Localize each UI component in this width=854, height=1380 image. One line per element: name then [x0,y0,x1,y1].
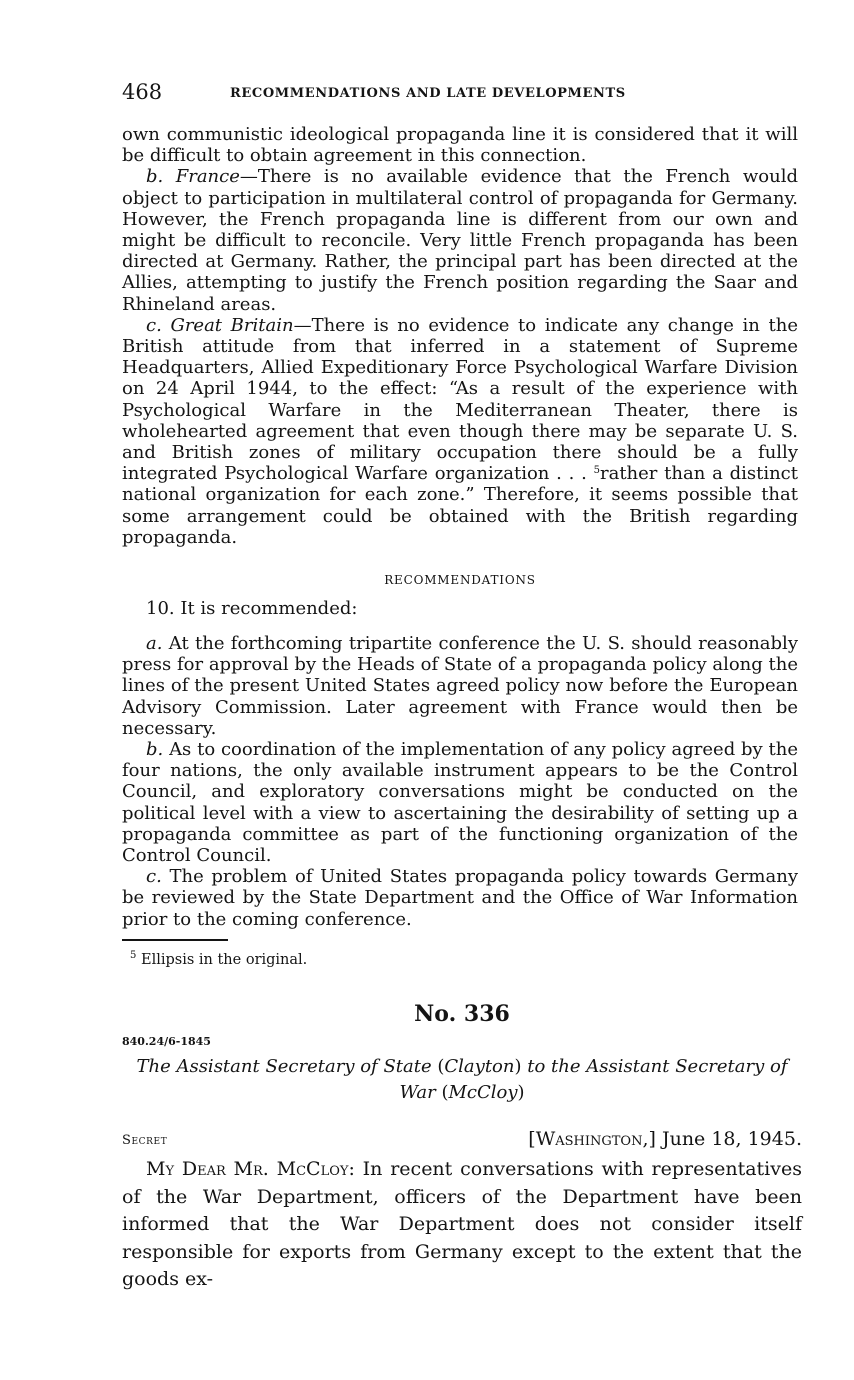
running-head: RECOMMENDATIONS AND LATE DEVELOPMENTS [230,86,626,101]
title-part: The Assistant Secretary of State [136,1056,432,1077]
footnote-rule [122,939,228,941]
recommendation-text: At the forthcoming tripartite conference the U. S. should reasonably press for approval by the Heads of State of a propaganda policy along the lines of the present United States agreed policy now before the European Advisory Commission. Later agreement with France would then be necessary. [122,633,798,739]
document-title: The Assistant Secretary of State (Clayton) to the Assistant Secretary of War (McCloy) [136,1056,788,1103]
page-header [122,80,802,108]
title-part: to the Assistant Secretary of War [399,1056,788,1103]
recommendation-text: As to coordination of the implementation of any policy agreed by the four nations, the only available instrument appears to be the Control Council, and exploratory conversations might be conducted on the political level with a view to ascertaining the desirability of setting up a propaganda committee as part of the functioning organization of the Control Council. [122,739,798,867]
classification [122,1133,167,1148]
recommendation-item [122,866,798,930]
file-number: 840.24/6-1845 [122,1035,211,1048]
item-c-text: There is no evidence to indicate any change in the British attitude from that inferred in a statement of Supreme Headquarters, Allied Expeditionary Force Psychological Warfare Division on 24 April 1944, to the effect: “As a result of the experience with Psychological Warfare in the Mediterranean Theater, there is wholehearted agreement that even though there may be separate U. S. and British zones of military occupation there should be a fully integrated Psychological Warfare organization . . . [122,314,798,485]
letter-paragraph [122,1156,802,1294]
footnote [130,952,307,968]
recommendation-marker: b. [146,739,164,761]
footnote-text: Ellipsis in the original. [140,952,308,968]
recommendations-list [122,633,798,930]
letter-text: In recent conversations with representatives of the War Department, officers of the Department have been informed that the War Department does not consider itself responsible for exports from Germany except to the extent that the goods ex- [122,1158,802,1290]
item-b-marker: b. [146,166,164,188]
title-person: McCloy [448,1082,518,1103]
memo-body [122,124,798,548]
recommendation-item [122,739,798,866]
recommendation-marker: c. [146,866,162,888]
item-c-paragraph: c. Great Britain—There is no evidence to indicate any change in the British attitude from that inferred in a statement of Supreme Headquarters, Allied Expeditionary Force Psychological Warfare Division on 24 April 1944, to the effect: “As a result of the experience with Psychological Warfare in the Mediterranean Theater, there is wholehearted agreement that even though there may be separate U. S. and British zones of military occupation there should be a fully integrated Psychological Warfare organization . . . $^5$rather than a distinct national organization for each zone.” Therefore, it seems possible that some arrangement could be obtained with the British regarding propaganda. [122,314,798,548]
place: Washington, [535,1128,649,1150]
footnote-reference: 5 [593,465,600,477]
salutation: My Dear Mr. McCloy: [146,1158,355,1180]
recommendation-text: The problem of United States propaganda policy towards Germany be reviewed by the State Department and the Office of War Information prior to the coming conference. [122,866,798,930]
page-number: 468 [122,80,163,104]
dateline [122,1128,802,1154]
date: June 18, 1945. [661,1128,802,1150]
item-c-text-continued: rather than a distinct national organization for each zone.” Therefore, it seems possible that some arrangement could be obtained with the British regarding propaganda. [122,463,798,548]
recommendations-heading: RECOMMENDATIONS [384,573,536,587]
recommendation-marker: a. [146,633,163,654]
recommendations-intro: 10. It is recommended: [146,598,358,619]
continuation-paragraph: own communistic ideological propaganda line it is considered that it will be difficult to obtain agreement in this connection. [122,124,798,167]
recommendation-item [122,633,798,739]
title-person: Clayton [444,1056,515,1077]
item-c-label: Great Britain [170,314,294,336]
item-c-marker: c. [146,314,162,336]
footnote-number: 5 [130,950,137,961]
document-number: No. 336 [414,1001,510,1027]
letter-body [122,1156,802,1294]
item-b-paragraph: b. France—There is no available evidence that the French would object to participation in multilateral control of propaganda for Germany. However, the French propaganda line is different from our own and might be difficult to reconcile. Very little French propaganda has been directed at Germany. Rather, the principal part has been directed at the Allies, attempting to justify the French position regarding the Saar and Rhineland areas. [122,166,798,315]
item-b-text: There is no available evidence that the French would object to participation in multilateral control of propaganda for Germany. However, the French propaganda line is different from our own and might be difficult to reconcile. Very little French propaganda has been directed at Germany. Rather, the principal part has been directed at the Allies, attempting to justify the French position regarding the Saar and Rhineland areas. [122,166,798,315]
item-b-label: France [175,166,240,188]
place-and-date: [Washington,] June 18, 1945. [528,1128,802,1150]
classification-label: Secret [122,1133,168,1148]
